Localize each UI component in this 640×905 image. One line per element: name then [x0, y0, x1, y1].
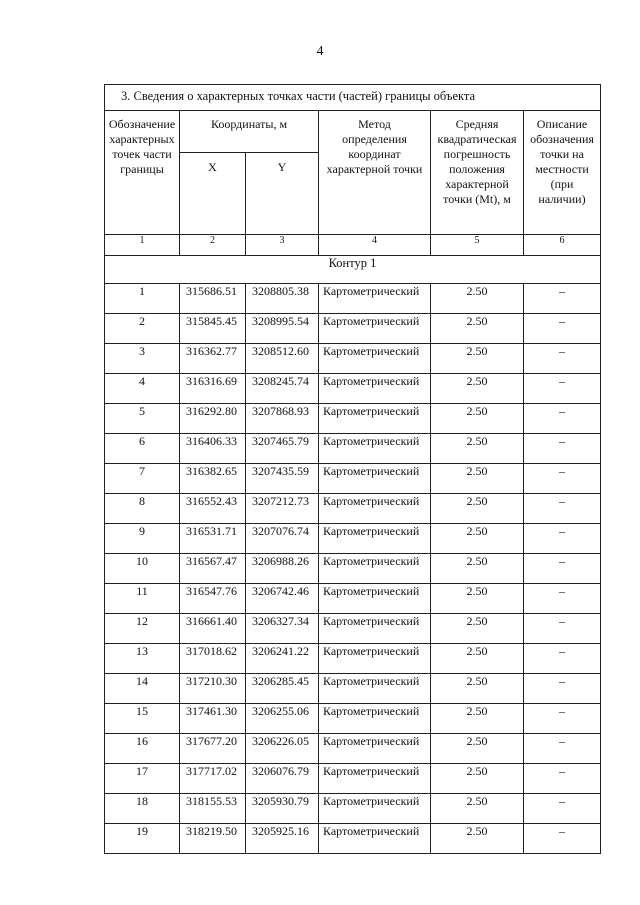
- method: Картометрический: [319, 674, 431, 704]
- mean-error: 2.50: [431, 614, 524, 644]
- coord-y: 3208245.74: [246, 374, 319, 404]
- table-row: [105, 344, 601, 374]
- method: Картометрический: [319, 524, 431, 554]
- description: –: [524, 794, 601, 824]
- mean-error: 2.50: [431, 644, 524, 674]
- page-number: 4: [316, 44, 324, 59]
- coord-y: 3206988.26: [246, 554, 319, 584]
- table-row: [105, 314, 601, 344]
- description: –: [524, 494, 601, 524]
- mean-error: 2.50: [431, 314, 524, 344]
- mean-error: 2.50: [431, 344, 524, 374]
- point-number: 3: [105, 344, 180, 374]
- point-number: 15: [105, 704, 180, 734]
- coord-y: 3206255.06: [246, 704, 319, 734]
- table-row: [105, 734, 601, 764]
- mean-error: 2.50: [431, 674, 524, 704]
- mean-error: 2.50: [431, 764, 524, 794]
- mean-error: 2.50: [431, 434, 524, 464]
- coord-x: 316316.69: [180, 374, 246, 404]
- header-coordinates: Координаты, м: [180, 111, 319, 153]
- table-row: [105, 494, 601, 524]
- description: –: [524, 674, 601, 704]
- coord-x: 317018.62: [180, 644, 246, 674]
- method: Картометрический: [319, 794, 431, 824]
- table-row: [105, 794, 601, 824]
- mean-error: 2.50: [431, 284, 524, 314]
- coord-x: 316406.33: [180, 434, 246, 464]
- coord-x: 316661.40: [180, 614, 246, 644]
- coord-x: 317717.02: [180, 764, 246, 794]
- description: –: [524, 704, 601, 734]
- column-number: 3: [246, 235, 319, 256]
- description: –: [524, 554, 601, 584]
- boundary-points-table: [104, 84, 601, 854]
- coord-x: 316362.77: [180, 344, 246, 374]
- mean-error: 2.50: [431, 554, 524, 584]
- table-row: [105, 404, 601, 434]
- coord-y: 3208512.60: [246, 344, 319, 374]
- coord-y: 3207465.79: [246, 434, 319, 464]
- description: –: [524, 824, 601, 854]
- table-row: [105, 584, 601, 614]
- coord-x: 316382.65: [180, 464, 246, 494]
- point-number: 19: [105, 824, 180, 854]
- point-number: 6: [105, 434, 180, 464]
- point-number: 4: [105, 374, 180, 404]
- table-row: [105, 554, 601, 584]
- point-number: 9: [105, 524, 180, 554]
- coord-y: 3207868.93: [246, 404, 319, 434]
- column-number: 2: [180, 235, 246, 256]
- coord-y: 3208995.54: [246, 314, 319, 344]
- column-number: 4: [319, 235, 431, 256]
- description: –: [524, 734, 601, 764]
- method: Картометрический: [319, 614, 431, 644]
- coord-x: 316531.71: [180, 524, 246, 554]
- mean-error: 2.50: [431, 524, 524, 554]
- coord-x: 316567.47: [180, 554, 246, 584]
- point-number: 7: [105, 464, 180, 494]
- description: –: [524, 344, 601, 374]
- method: Картометрический: [319, 644, 431, 674]
- mean-error: 2.50: [431, 794, 524, 824]
- coord-y: 3206285.45: [246, 674, 319, 704]
- description: –: [524, 644, 601, 674]
- description: –: [524, 464, 601, 494]
- table-row: [105, 374, 601, 404]
- header-description: Описание обозначения точки на местности (при наличии): [524, 111, 601, 235]
- coord-y: 3208805.38: [246, 284, 319, 314]
- point-number: 11: [105, 584, 180, 614]
- contour-label: Контур 1: [105, 256, 601, 284]
- header-x: X: [180, 153, 246, 235]
- point-number: 2: [105, 314, 180, 344]
- method: Картометрический: [319, 464, 431, 494]
- coord-y: 3206327.34: [246, 614, 319, 644]
- description: –: [524, 764, 601, 794]
- mean-error: 2.50: [431, 374, 524, 404]
- mean-error: 2.50: [431, 404, 524, 434]
- table-row: [105, 674, 601, 704]
- description: –: [524, 434, 601, 464]
- table-row: [105, 644, 601, 674]
- point-number: 5: [105, 404, 180, 434]
- method: Картометрический: [319, 494, 431, 524]
- table-row: [105, 764, 601, 794]
- coord-y: 3206742.46: [246, 584, 319, 614]
- coord-x: 316547.76: [180, 584, 246, 614]
- header-method: Метод определения координат характерной точки: [319, 111, 431, 235]
- method: Картометрический: [319, 824, 431, 854]
- table-row: [105, 284, 601, 314]
- method: Картометрический: [319, 434, 431, 464]
- coord-x: 318155.53: [180, 794, 246, 824]
- coord-y: 3207435.59: [246, 464, 319, 494]
- point-number: 18: [105, 794, 180, 824]
- coord-x: 317210.30: [180, 674, 246, 704]
- column-number: 5: [431, 235, 524, 256]
- method: Картометрический: [319, 404, 431, 434]
- coord-x: 316292.80: [180, 404, 246, 434]
- mean-error: 2.50: [431, 824, 524, 854]
- description: –: [524, 524, 601, 554]
- method: Картометрический: [319, 284, 431, 314]
- coord-y: 3206076.79: [246, 764, 319, 794]
- coord-x: 316552.43: [180, 494, 246, 524]
- point-number: 13: [105, 644, 180, 674]
- point-number: 17: [105, 764, 180, 794]
- mean-error: 2.50: [431, 734, 524, 764]
- coord-x: 315686.51: [180, 284, 246, 314]
- column-number: 6: [524, 235, 601, 256]
- table-row: [105, 704, 601, 734]
- method: Картометрический: [319, 314, 431, 344]
- mean-error: 2.50: [431, 704, 524, 734]
- mean-error: 2.50: [431, 584, 524, 614]
- coord-x: 317677.20: [180, 734, 246, 764]
- coord-x: 318219.50: [180, 824, 246, 854]
- point-number: 10: [105, 554, 180, 584]
- header-mean-error: Средняя квадратическая погрешность положения характерной точки (Mt), м: [431, 111, 524, 235]
- method: Картометрический: [319, 584, 431, 614]
- description: –: [524, 404, 601, 434]
- description: –: [524, 584, 601, 614]
- table-row: [105, 464, 601, 494]
- point-number: 8: [105, 494, 180, 524]
- column-number: 1: [105, 235, 180, 256]
- mean-error: 2.50: [431, 494, 524, 524]
- description: –: [524, 284, 601, 314]
- description: –: [524, 314, 601, 344]
- table-row: [105, 614, 601, 644]
- method: Картометрический: [319, 554, 431, 584]
- coord-y: 3207212.73: [246, 494, 319, 524]
- coord-y: 3207076.74: [246, 524, 319, 554]
- table-row: [105, 524, 601, 554]
- table-row: [105, 434, 601, 464]
- method: Картометрический: [319, 344, 431, 374]
- point-number: 16: [105, 734, 180, 764]
- method: Картометрический: [319, 374, 431, 404]
- method: Картометрический: [319, 764, 431, 794]
- coord-y: 3205925.16: [246, 824, 319, 854]
- header-point-designation: Обозначение характерных точек части границы: [105, 111, 180, 235]
- method: Картометрический: [319, 734, 431, 764]
- coord-y: 3206226.05: [246, 734, 319, 764]
- description: –: [524, 614, 601, 644]
- column-number-row: [105, 235, 601, 256]
- header-y: Y: [246, 153, 319, 235]
- point-number: 12: [105, 614, 180, 644]
- point-number: 14: [105, 674, 180, 704]
- section-title: 3. Сведения о характерных точках части (частей) границы объекта: [105, 85, 601, 111]
- coord-y: 3206241.22: [246, 644, 319, 674]
- coord-x: 317461.30: [180, 704, 246, 734]
- description: –: [524, 374, 601, 404]
- point-number: 1: [105, 284, 180, 314]
- method: Картометрический: [319, 704, 431, 734]
- mean-error: 2.50: [431, 464, 524, 494]
- coord-y: 3205930.79: [246, 794, 319, 824]
- coord-x: 315845.45: [180, 314, 246, 344]
- table-row: [105, 824, 601, 854]
